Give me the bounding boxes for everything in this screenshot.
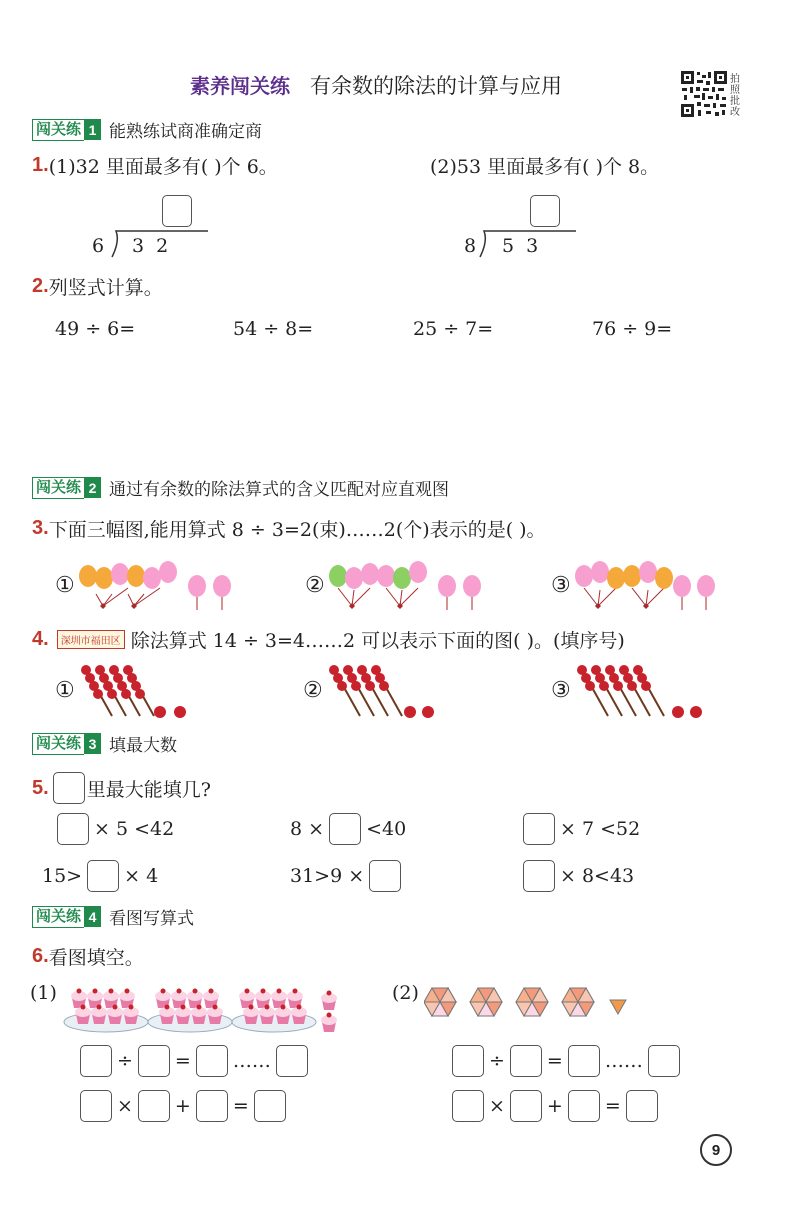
header-tag: 素养闯关练 — [190, 76, 290, 98]
candied-haws-picture-1[interactable] — [76, 660, 196, 720]
answer-box[interactable] — [568, 1090, 600, 1122]
quotient-box[interactable] — [162, 195, 192, 227]
answer-box[interactable] — [452, 1045, 484, 1077]
q2-item[interactable]: 76 ÷ 9= — [592, 318, 673, 340]
cupcakes-picture — [62, 982, 352, 1040]
answer-box[interactable] — [196, 1090, 228, 1122]
question-number: 3. — [32, 517, 49, 539]
long-division-1 — [90, 195, 210, 265]
inequality-post: × 7 <52 — [560, 818, 641, 840]
long-division-2 — [462, 195, 582, 265]
level-tag: 闯关练 — [32, 119, 84, 141]
divide-sign: ÷ — [489, 1050, 505, 1072]
qr-code[interactable] — [680, 70, 728, 122]
question-6 — [32, 943, 144, 970]
inequality-pre: 31>9 × — [290, 865, 365, 887]
question-1 — [32, 152, 278, 179]
q2-item[interactable]: 25 ÷ 7= — [413, 318, 494, 340]
q6-text: 看图填空。 — [48, 947, 144, 969]
answer-box[interactable] — [138, 1090, 170, 1122]
answer-box[interactable] — [523, 813, 555, 845]
answer-box[interactable] — [80, 1090, 112, 1122]
plus-sign: + — [174, 1095, 191, 1117]
equals-sign: = — [546, 1050, 563, 1072]
option-label[interactable]: ③ — [551, 678, 571, 703]
equals-sign: = — [174, 1050, 191, 1072]
inequality-pre: 8 × — [290, 818, 325, 840]
inequality-item — [42, 860, 158, 892]
inequality-item — [518, 813, 640, 845]
question-4 — [32, 626, 625, 653]
level-number: 4 — [84, 906, 101, 927]
region-badge: 深圳市福田区 — [57, 630, 125, 649]
level-tag: 闯关练 — [32, 906, 84, 928]
level-title: 能熟练试商准确定商 — [109, 122, 263, 141]
inequality-pre: 15> — [42, 865, 83, 887]
quotient-box[interactable] — [530, 195, 560, 227]
answer-box[interactable] — [369, 860, 401, 892]
division-fill-row — [80, 1045, 308, 1077]
question-number: 4. — [32, 628, 49, 650]
inequality-item — [518, 860, 634, 892]
option-label[interactable]: ① — [55, 573, 75, 598]
level-1-header — [32, 117, 262, 142]
cupcake-plate — [64, 989, 148, 1033]
answer-box[interactable] — [648, 1045, 680, 1077]
balloons-picture-1[interactable] — [76, 558, 241, 614]
answer-box[interactable] — [87, 860, 119, 892]
answer-box[interactable] — [53, 772, 85, 804]
page-header — [190, 70, 562, 100]
equals-sign: = — [232, 1095, 249, 1117]
answer-box[interactable] — [196, 1045, 228, 1077]
multiply-sign: × — [117, 1095, 133, 1117]
answer-box[interactable] — [138, 1045, 170, 1077]
question-number: 1. — [32, 154, 49, 176]
division-fill-row — [452, 1045, 680, 1077]
option-label[interactable]: ③ — [551, 573, 571, 598]
answer-box[interactable] — [510, 1045, 542, 1077]
q2-text: 列竖式计算。 — [48, 277, 163, 299]
level-title: 看图写算式 — [109, 909, 195, 928]
inequality-item — [290, 860, 406, 892]
inequality-post: × 8<43 — [560, 865, 635, 887]
check-fill-row — [452, 1090, 658, 1122]
q5-text: 里最大能填几? — [86, 778, 211, 801]
part-label: (2) — [392, 982, 419, 1004]
equals-sign: = — [604, 1095, 621, 1117]
level-title: 通过有余数的除法算式的含义匹配对应直观图 — [109, 480, 450, 499]
answer-box[interactable] — [523, 860, 555, 892]
level-4-header — [32, 904, 194, 929]
level-3-header — [32, 731, 177, 756]
option-label[interactable]: ① — [55, 678, 75, 703]
triangles-picture — [424, 984, 644, 1036]
answer-box[interactable] — [254, 1090, 286, 1122]
dividend: 3 2 — [132, 235, 169, 257]
question-number: 6. — [32, 945, 49, 967]
q1-part2: (2)53 里面最多有( )个 8。 — [430, 156, 660, 178]
question-3 — [32, 515, 546, 542]
level-2-header — [32, 475, 449, 500]
check-fill-row — [80, 1090, 286, 1122]
answer-box[interactable] — [510, 1090, 542, 1122]
dividend: 5 3 — [502, 235, 539, 257]
multiply-sign: × — [489, 1095, 505, 1117]
q1-part1: (1)32 里面最多有( )个 6。 — [48, 156, 278, 178]
page-number: 9 — [700, 1134, 732, 1166]
divisor: 6 — [92, 235, 105, 257]
cupcake-plate — [232, 989, 316, 1033]
q2-item[interactable]: 54 ÷ 8= — [233, 318, 314, 340]
option-label[interactable]: ② — [303, 678, 323, 703]
level-number: 3 — [84, 733, 101, 754]
answer-box[interactable] — [276, 1045, 308, 1077]
answer-box[interactable] — [80, 1045, 112, 1077]
answer-box[interactable] — [626, 1090, 658, 1122]
q2-item[interactable]: 49 ÷ 6= — [55, 318, 136, 340]
answer-box[interactable] — [329, 813, 361, 845]
option-label[interactable]: ② — [305, 573, 325, 598]
inequality-item — [290, 813, 406, 845]
answer-box[interactable] — [568, 1045, 600, 1077]
part-label: (1) — [30, 982, 57, 1004]
divisor: 8 — [464, 235, 477, 257]
candied-haws-picture-2[interactable] — [324, 660, 444, 720]
question-1-part-2 — [430, 152, 659, 179]
level-number: 2 — [84, 477, 101, 498]
inequality-item — [52, 813, 174, 845]
level-title: 填最大数 — [109, 736, 178, 755]
answer-box[interactable] — [452, 1090, 484, 1122]
question-number: 2. — [32, 275, 49, 297]
candied-haws-picture-3[interactable] — [572, 660, 712, 720]
question-number: 5. — [32, 776, 49, 799]
inequality-post: × 4 — [124, 865, 159, 887]
divide-sign: ÷ — [117, 1050, 133, 1072]
qr-caption: 拍照批改 — [730, 74, 740, 118]
q4-text: 除法算式 14 ÷ 3=4……2 可以表示下面的图( )。(填序号) — [130, 630, 625, 652]
q3-text: 下面三幅图,能用算式 8 ÷ 3=2(束)……2(个)表示的是( )。 — [48, 519, 546, 541]
balloons-picture-2[interactable] — [326, 558, 491, 614]
inequality-post: <40 — [366, 818, 407, 840]
balloons-picture-3[interactable] — [572, 558, 737, 614]
question-2 — [32, 273, 163, 300]
inequality-post: × 5 <42 — [94, 818, 175, 840]
remainder-sign: …… — [232, 1050, 271, 1072]
question-5 — [32, 772, 211, 804]
plus-sign: + — [546, 1095, 563, 1117]
balloon-bunch — [79, 561, 231, 610]
level-number: 1 — [84, 119, 101, 140]
page-title: 有余数的除法的计算与应用 — [310, 75, 562, 98]
remainder-sign: …… — [604, 1050, 643, 1072]
cupcake-plate — [148, 989, 232, 1033]
answer-box[interactable] — [57, 813, 89, 845]
level-tag: 闯关练 — [32, 477, 84, 499]
level-tag: 闯关练 — [32, 733, 84, 755]
